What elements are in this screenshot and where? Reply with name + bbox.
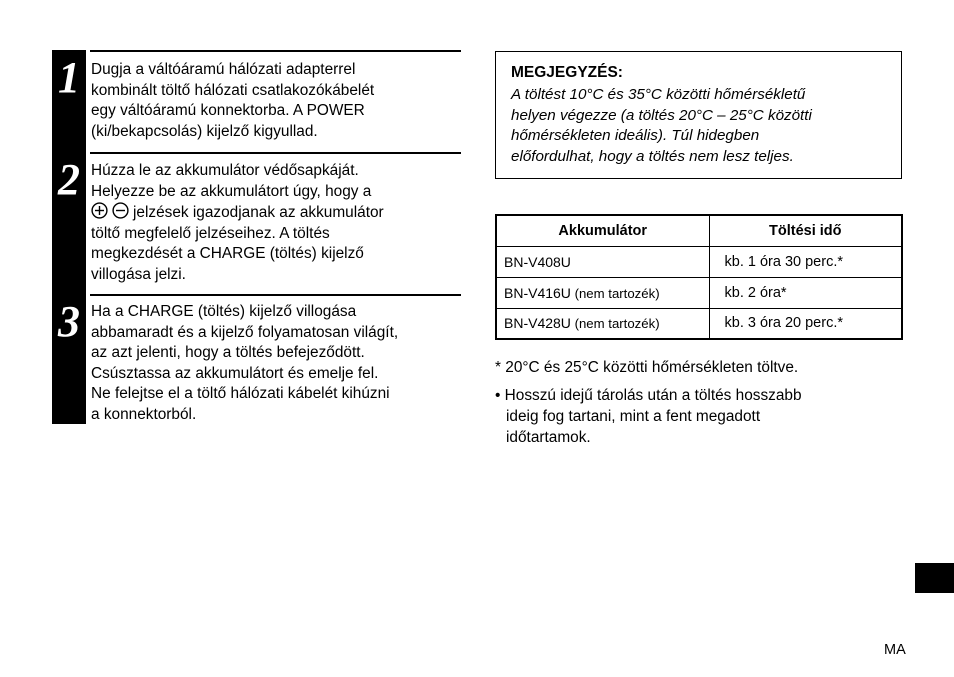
- step-3-line: Csúsztassa az akkumulátort és emelje fel.: [91, 364, 379, 382]
- step-1-line: (ki/bekapcsolás) kijelző kigyullad.: [91, 122, 318, 140]
- step-3-line: az azt jelenti, hogy a töltés befejeződött.: [91, 344, 365, 362]
- charge-time-cell: kb. 2 óra*: [709, 277, 902, 308]
- step-3-rule: [90, 294, 461, 296]
- step-2-line: jelzések igazodjanak az akkumulátor: [133, 204, 384, 222]
- step-3-line: abbamaradt és a kijelző folyamatosan világít,: [91, 323, 399, 341]
- battery-model-cell: [496, 277, 709, 308]
- page-label: MA: [884, 642, 906, 658]
- step-2-text: [91, 161, 463, 286]
- step-2-number: 2: [58, 155, 80, 204]
- battery-note: (nem tartozék): [570, 285, 660, 301]
- table-header-row: [496, 215, 902, 246]
- note-box: [495, 51, 902, 179]
- step-3-text: [91, 302, 463, 426]
- step-3-line: Ha a CHARGE (töltés) kijelző villogása: [91, 303, 357, 320]
- battery-model-cell: [496, 246, 709, 277]
- step-1-number: 1: [58, 53, 80, 102]
- step-1-text: [91, 60, 463, 142]
- step-3-line: a konnektorból.: [91, 405, 197, 423]
- battery-model: BN-V408U: [504, 253, 571, 270]
- step-3-number: 3: [58, 297, 80, 346]
- column-header-charge-time: Töltési idő: [709, 215, 902, 246]
- step-2-line-with-icons: [91, 202, 463, 224]
- temperature-footnote: * 20°C és 25°C közötti hőmérsékleten töltve.: [495, 359, 799, 376]
- note-title: MEGJEGYZÉS:: [511, 64, 623, 81]
- step-2-line: Húzza le az akkumulátor védősapkáját.: [91, 162, 359, 179]
- step-2-line: villogása jelzi.: [91, 265, 186, 283]
- step-1-line: Dugja a váltóáramú hálózati adapterrel: [91, 61, 356, 78]
- battery-model: BN-V416U: [504, 284, 571, 301]
- table-row: [496, 308, 902, 339]
- table-row: [496, 277, 902, 308]
- note-body: [511, 85, 896, 167]
- step-2-line: Helyezze be az akkumulátort úgy, hogy a: [91, 182, 372, 200]
- storage-note: [495, 385, 895, 448]
- note-line: előfordulhat, hogy a töltés nem lesz teljes.: [511, 147, 794, 165]
- step-2-line: töltő megfelelő jelzéseihez. A töltés: [91, 224, 330, 242]
- column-header-battery: Akkumulátor: [496, 215, 709, 246]
- step-1-line: egy váltóáramú konnektorba. A POWER: [91, 102, 365, 120]
- table-row: [496, 246, 902, 277]
- note-line: A töltést 10°C és 35°C közötti hőmérsékletű: [511, 86, 806, 103]
- storage-note-line: • Hosszú idejű tárolás után a töltés hosszabb: [495, 387, 802, 404]
- step-2-rule: [90, 152, 461, 154]
- charge-time-cell: kb. 3 óra 20 perc.*: [709, 308, 902, 339]
- section-tab-marker: [915, 563, 954, 593]
- note-line: helyen végezze (a töltés 20°C – 25°C közötti: [511, 106, 812, 124]
- step-1-rule: [90, 50, 461, 52]
- battery-model: BN-V428U: [504, 315, 571, 332]
- battery-model-cell: [496, 308, 709, 339]
- step-1-line: kombinált töltő hálózati csatlakozókábelét: [91, 81, 375, 99]
- step-3-line: Ne felejtse el a töltő hálózati kábelét kihúzni: [91, 385, 390, 403]
- step-2-line: megkezdését a CHARGE (töltés) kijelző: [91, 245, 364, 263]
- storage-note-line: ideig fog tartani, mint a fent megadott: [506, 408, 761, 425]
- minus-circle-icon: [112, 202, 129, 219]
- battery-note: (nem tartozék): [570, 316, 660, 332]
- polarity-icons: [91, 202, 129, 219]
- plus-circle-icon: [91, 202, 108, 219]
- note-line: hőmérsékleten ideális). Túl hidegben: [511, 127, 760, 144]
- charge-time-cell: kb. 1 óra 30 perc.*: [709, 246, 902, 277]
- storage-note-line: időtartamok.: [506, 429, 591, 446]
- charging-time-table: [495, 214, 903, 340]
